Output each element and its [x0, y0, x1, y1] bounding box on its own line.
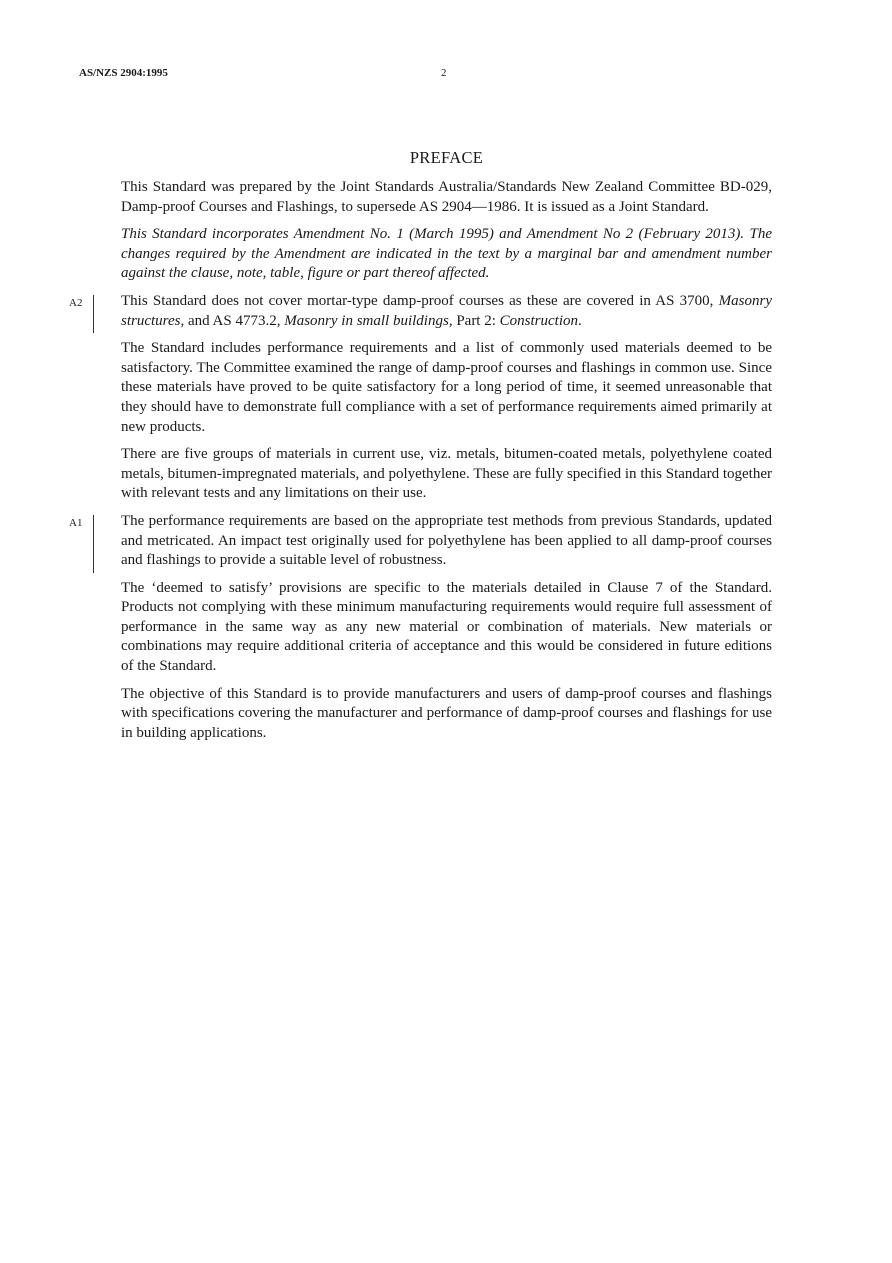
document-id: AS/NZS 2904:1995 [79, 67, 168, 79]
paragraph-3-text-1: This Standard does not cover mortar-type damp-proof courses as these are covered in AS 3700, [121, 292, 719, 309]
amendment-bar [93, 295, 94, 333]
amendment-label: A1 [69, 516, 83, 529]
paragraph-6 [69, 512, 772, 571]
amendment-bar [93, 515, 94, 573]
amendment-label: A2 [69, 296, 83, 309]
paragraph-3-title-2: Masonry in small buildings [284, 312, 449, 329]
paragraph-6-text: The performance requirements are based on the appropriate test methods from previous Standards, updated and metricated. An impact test originally used for polyethylene has been applied to all damp-proof courses and flashings to provide a suitable level of robustness. [121, 512, 772, 569]
page-number: 2 [441, 67, 447, 79]
amendment-marker [69, 512, 109, 571]
amendment-marker [69, 292, 109, 331]
paragraph-3 [69, 292, 772, 331]
paragraph-3-title-3: Construction [499, 312, 578, 329]
paragraph-3-text-4: . [578, 312, 582, 329]
paragraph-1: This Standard was prepared by the Joint Standards Australia/Standards New Zealand Committee BD-029, Damp-proof Courses and Flashings, to supersede AS 2904—1986. It is issued as a Joint Standard. [121, 179, 772, 215]
paragraph-5: There are five groups of materials in current use, viz. metals, bitumen-coated metals, polyethylene coated metals, bitumen-impregnated materials, and polyethylene. These are fully specified in this Standard together with relevant tests and any limitations on their use. [121, 446, 772, 502]
paragraph-3-text-2: , and AS 4773.2, [180, 312, 285, 329]
section-title: PREFACE [409, 148, 484, 167]
paragraph-7: The ‘deemed to satisfy’ provisions are specific to the materials detailed in Clause 7 of the Standard. Products not complying with these minimum manufacturing requirements would require full assessment of performance in the same way as any new material or combination of materials. New materials or combinations may require additional criteria of acceptance and this would be considered in future editions of the Standard. [121, 579, 772, 675]
page-header [79, 67, 819, 83]
preface-body [69, 178, 772, 751]
paragraph-2-amendment-note: This Standard incorporates Amendment No. 1 (March 1995) and Amendment No 2 (February 2013). The changes required by the Amendment are indicated in the text by a marginal bar and amendment number against the clause, note, table, figure or part thereof affected. [121, 226, 772, 282]
paragraph-4: The Standard includes performance requirements and a list of commonly used materials deemed to be satisfactory. The Committee examined the range of damp-proof courses and flashings in common use. Since these materials have proved to be quite satisfactory for a long period of time, it seemed unreasonable that they should have to demonstrate full compliance with a set of performance requirements aimed primarily at new products. [121, 340, 772, 435]
paragraph-3-title-1: Masonry structures [121, 292, 772, 329]
paragraph-8: The objective of this Standard is to provide manufacturers and users of damp-proof courses and flashings with specifications covering the manufacturer and performance of damp-proof courses and flashings for use in building applications. [121, 685, 772, 741]
paragraph-3-text-3: , Part 2: [448, 312, 500, 329]
